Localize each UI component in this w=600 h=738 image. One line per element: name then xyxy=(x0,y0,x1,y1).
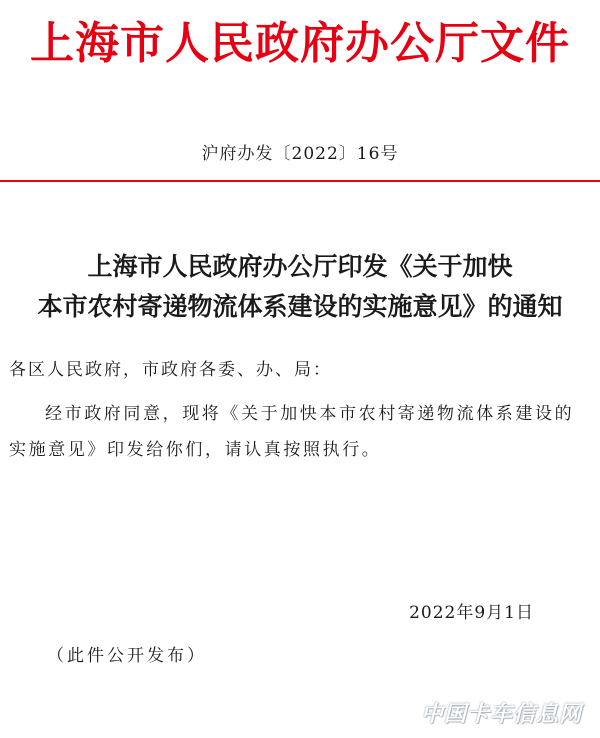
publish-note: （此件公开发布） xyxy=(47,646,207,666)
notice-title-line-1: 上海市人民政府办公厅印发《关于加快 xyxy=(87,252,513,281)
salutation: 各区人民政府，市政府各委、办、局： xyxy=(9,360,332,380)
notice-title-line-2: 本市农村寄递物流体系建设的实施意见》的通知 xyxy=(37,292,563,321)
masthead-title: 上海市人民政府办公厅文件 xyxy=(30,18,570,69)
body-paragraph: 经市政府同意，现将《关于加快本市农村寄递物流体系建设的实施意见》印发给你们，请认真按照执行。 xyxy=(9,404,575,460)
site-watermark: 中国卡车信息网 xyxy=(420,702,582,727)
document-number: 沪府办发〔2022〕16号 xyxy=(201,144,399,164)
red-divider-line xyxy=(0,180,600,182)
notice-title xyxy=(0,247,600,327)
issue-date: 2022年9月1日 xyxy=(409,603,534,623)
